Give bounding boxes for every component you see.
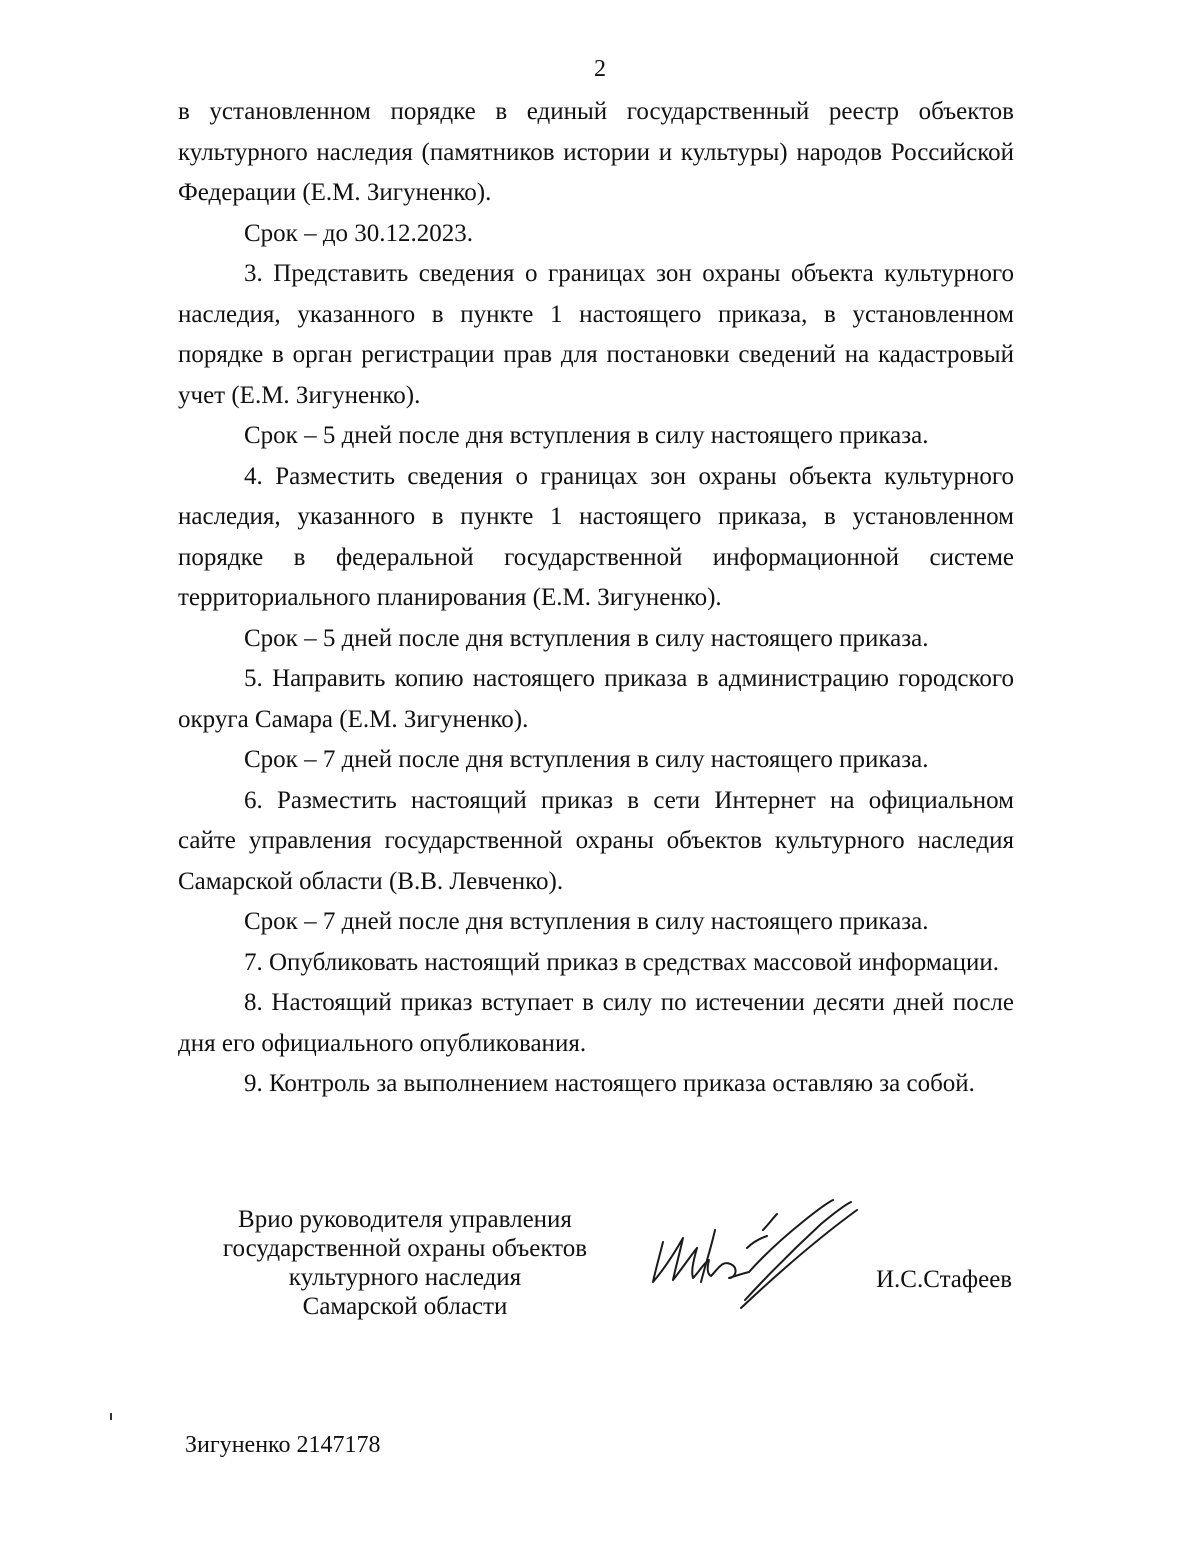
paragraph-deadline-item-5: Срок – 7 дней после дня вступления в силу настоящего приказа. xyxy=(244,746,929,773)
paragraph-item-8: 8. Настоящий приказ вступает в силу по истечении десяти дней после дня его официального опубликования. xyxy=(178,989,1014,1057)
executor-contact: Зигуненко 2147178 xyxy=(185,1432,381,1458)
paragraph-item-4: 4. Разместить сведения о границах зон охраны объекта культурного наследия, указанного в пункте 1 настоящего приказа, в установленном порядке в федеральной государственной информационной системе территориального планирования (Е.М. Зигуненко). xyxy=(178,462,1014,611)
signatory-position xyxy=(205,1205,605,1321)
handwritten-signature xyxy=(645,1190,875,1320)
paragraph-deadline-item-3: Срок – 5 дней после дня вступления в силу настоящего приказа. xyxy=(244,422,929,449)
paragraph-deadline-item-4: Срок – 5 дней после дня вступления в силу настоящего приказа. xyxy=(244,624,929,652)
signatory-position-line: культурного наследия xyxy=(288,1264,522,1291)
paragraph-item-6: 6. Разместить настоящий приказ в сети Интернет на официальном сайте управления государственной охраны объектов культурного наследия Самарской области (В.В. Левченко). xyxy=(178,786,1014,895)
paragraph-deadline-item-6: Срок – 7 дней после дня вступления в силу настоящего приказа. xyxy=(244,908,929,935)
order-body xyxy=(178,92,1014,1105)
signatory-position-line: государственной охраны объектов xyxy=(222,1235,588,1262)
signer-name: И.С.Стафеев xyxy=(876,1266,1013,1293)
scan-artifact-mark xyxy=(110,1413,112,1420)
signatory-position-line: Самарской области xyxy=(302,1293,508,1320)
paragraph-item-3: 3. Представить сведения о границах зон охраны объекта культурного наследия, указанного в пункте 1 настоящего приказа, в установленном порядке в орган регистрации прав для постановки сведений на кадастровый учет (Е.М. Зигуненко). xyxy=(178,260,1014,409)
paragraph-deadline-registry: Срок – до 30.12.2023. xyxy=(244,219,474,247)
signatory-position-line: Врио руководителя управления xyxy=(238,1206,572,1233)
paragraph-item-7: 7. Опубликовать настоящий приказ в средствах массовой информации. xyxy=(244,948,1000,976)
paragraph-item-9: 9. Контроль за выполнением настоящего приказа оставляю за собой. xyxy=(244,1070,975,1097)
paragraph-item-5: 5. Направить копию настоящего приказа в администрацию городского округа Самара (Е.М. Зигуненко). xyxy=(178,665,1014,733)
page-number: 2 xyxy=(594,56,606,82)
paragraph-registry-continuation: в установленном порядке в единый государственный реестр объектов культурного наследия (памятников истории и культуры) народов Российской Федерации (Е.М. Зигуненко). xyxy=(178,98,1014,206)
